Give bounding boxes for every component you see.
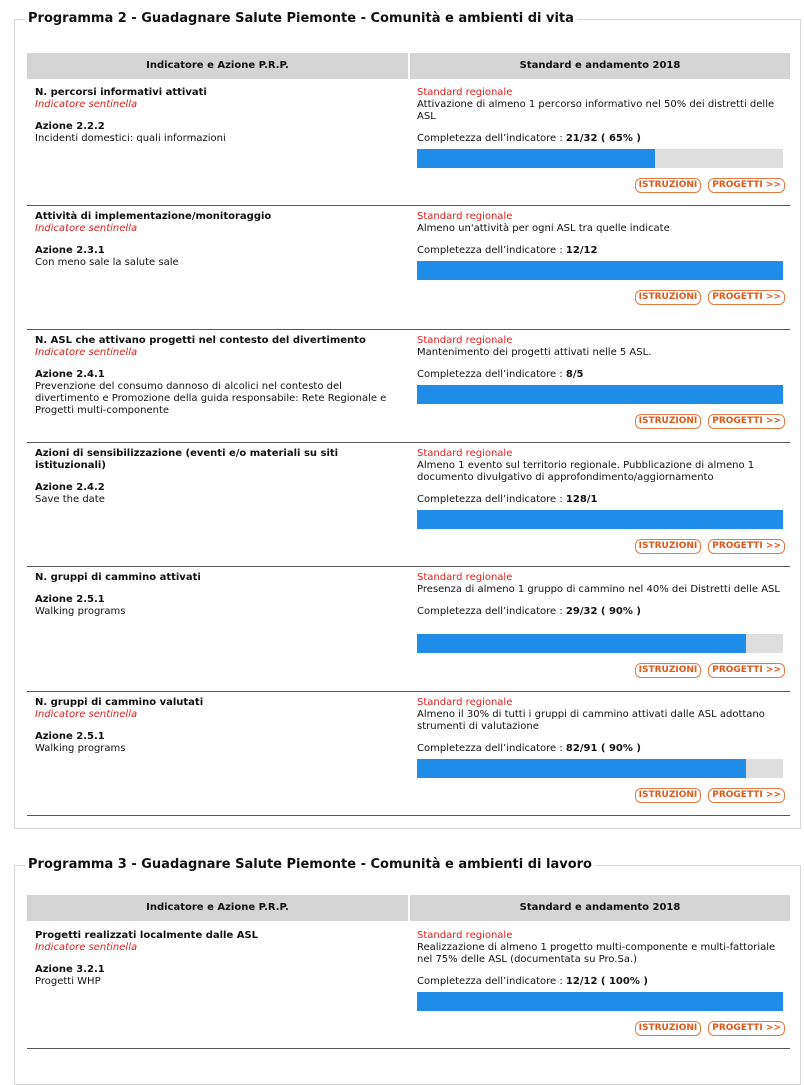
table-row <box>27 81 790 206</box>
progress-bar <box>417 634 783 653</box>
progress-bar-fill <box>417 510 783 529</box>
progetti-button[interactable]: PROGETTI >> <box>708 788 785 803</box>
istruzioni-button[interactable]: ISTRUZIONI <box>635 1021 702 1036</box>
program-panel <box>14 857 801 1085</box>
progress-bar-fill <box>417 759 746 778</box>
indicator-table <box>27 53 790 800</box>
progress-bar-fill <box>417 992 783 1011</box>
standard-cell <box>417 697 787 755</box>
table-row <box>27 205 790 330</box>
standard-text: Mantenimento dei progetti attivati nelle 5 ASL. <box>417 347 652 358</box>
indicator-title: N. gruppi di cammino attivati <box>35 572 201 583</box>
istruzioni-button[interactable]: ISTRUZIONI <box>635 178 702 193</box>
standard-text: Attivazione di almeno 1 percorso informativo nel 50% dei distretti delle ASL <box>417 99 775 122</box>
completeness-label: Completezza dell’indicatore : <box>417 133 563 144</box>
completeness-label: Completezza dell’indicatore : <box>417 245 563 256</box>
standard-label: Standard regionale <box>417 335 513 346</box>
progress-bar-fill <box>417 149 655 168</box>
azione-description: Incidenti domestici: quali informazioni <box>35 133 226 144</box>
indicator-title: Azioni di sensibilizzazione (eventi e/o materiali su siti istituzionali) <box>35 448 339 471</box>
completeness-label: Completezza dell’indicatore : <box>417 494 563 505</box>
completeness-text <box>417 494 787 506</box>
table-header <box>27 53 790 79</box>
sentinel-label: Indicatore sentinella <box>35 99 138 110</box>
progetti-button[interactable]: PROGETTI >> <box>708 1021 785 1036</box>
istruzioni-button[interactable]: ISTRUZIONI <box>635 663 702 678</box>
azione-title: Azione 2.3.1 <box>35 245 105 256</box>
indicator-cell <box>35 87 400 145</box>
standard-text: Almeno il 30% di tutti i gruppi di cammino attivati dalle ASL adottano strumenti di valutazione <box>417 709 765 732</box>
azione-title: Azione 2.5.1 <box>35 731 105 742</box>
progetti-button[interactable]: PROGETTI >> <box>708 539 785 554</box>
azione-title: Azione 2.4.1 <box>35 369 105 380</box>
action-buttons <box>628 788 785 803</box>
completeness-value: 21/32 ( 65% ) <box>565 133 641 144</box>
standard-cell <box>417 572 787 618</box>
completeness-text <box>417 743 787 755</box>
progress-bar <box>417 385 783 404</box>
azione-description: Prevenzione del consumo dannoso di alcolici nel contesto del divertimento e Promozione della guida responsabile: Rete Regionale e Progetti multi-componente <box>35 381 387 416</box>
sentinel-label: Indicatore sentinella <box>35 942 138 953</box>
completeness-value: 29/32 ( 90% ) <box>565 606 641 617</box>
table-header <box>27 895 790 921</box>
istruzioni-button[interactable]: ISTRUZIONI <box>635 414 702 429</box>
progress-bar <box>417 992 783 1011</box>
azione-description: Progetti WHP <box>35 976 101 987</box>
progress-bar-fill <box>417 385 783 404</box>
standard-label: Standard regionale <box>417 697 513 708</box>
sentinel-label: Indicatore sentinella <box>35 223 138 234</box>
indicator-title: N. percorsi informativi attivati <box>35 87 207 98</box>
progetti-button[interactable]: PROGETTI >> <box>708 414 785 429</box>
progress-bar-fill <box>417 634 746 653</box>
standard-cell <box>417 335 787 381</box>
standard-cell <box>417 448 787 506</box>
completeness-value: 12/12 <box>565 245 598 256</box>
progress-bar-fill <box>417 261 783 280</box>
azione-title: Azione 3.2.1 <box>35 964 105 975</box>
completeness-value: 128/1 <box>565 494 598 505</box>
progress-bar <box>417 149 783 168</box>
azione-title: Azione 2.2.2 <box>35 121 105 132</box>
completeness-value: 82/91 ( 90% ) <box>565 743 641 754</box>
indicator-title: Progetti realizzati localmente dalle ASL <box>35 930 259 941</box>
completeness-text <box>417 369 787 381</box>
program-title: Programma 3 - Guadagnare Salute Piemonte - Comunità e ambienti di lavoro <box>25 856 595 874</box>
standard-text: Almeno un'attività per ogni ASL tra quelle indicate <box>417 223 670 234</box>
completeness-label: Completezza dell’indicatore : <box>417 369 563 380</box>
header-standard: Standard e andamento 2018 <box>410 895 790 921</box>
indicator-cell <box>35 697 400 755</box>
action-buttons <box>628 539 785 554</box>
indicator-title: Attività di implementazione/monitoraggio <box>35 211 272 222</box>
azione-description: Save the date <box>35 494 105 505</box>
sentinel-label: Indicatore sentinella <box>35 709 138 720</box>
istruzioni-button[interactable]: ISTRUZIONI <box>635 788 702 803</box>
indicator-table <box>27 895 790 1033</box>
azione-description: Con meno sale la salute sale <box>35 257 179 268</box>
indicator-cell <box>35 572 400 618</box>
progetti-button[interactable]: PROGETTI >> <box>708 290 785 305</box>
progress-bar <box>417 510 783 529</box>
standard-label: Standard regionale <box>417 211 513 222</box>
table-row <box>27 691 790 816</box>
completeness-text <box>417 606 787 618</box>
standard-label: Standard regionale <box>417 572 513 583</box>
header-standard: Standard e andamento 2018 <box>410 53 790 79</box>
program-title: Programma 2 - Guadagnare Salute Piemonte - Comunità e ambienti di vita <box>25 10 577 28</box>
completeness-value: 12/12 ( 100% ) <box>565 976 648 987</box>
azione-description: Walking programs <box>35 606 126 617</box>
standard-cell <box>417 211 787 257</box>
indicator-title: N. gruppi di cammino valutati <box>35 697 204 708</box>
action-buttons <box>628 290 785 305</box>
indicator-cell <box>35 211 400 269</box>
azione-title: Azione 2.5.1 <box>35 594 105 605</box>
istruzioni-button[interactable]: ISTRUZIONI <box>635 539 702 554</box>
standard-label: Standard regionale <box>417 87 513 98</box>
program-panel <box>14 11 801 829</box>
standard-cell <box>417 930 787 988</box>
azione-title: Azione 2.4.2 <box>35 482 105 493</box>
indicator-title: N. ASL che attivano progetti nel contesto del divertimento <box>35 335 366 346</box>
action-buttons <box>628 663 785 678</box>
table-row <box>27 329 790 443</box>
table-row <box>27 924 790 1049</box>
standard-label: Standard regionale <box>417 930 513 941</box>
progress-bar <box>417 261 783 280</box>
header-indicator: Indicatore e Azione P.R.P. <box>27 895 408 921</box>
table-row <box>27 442 790 567</box>
standard-label: Standard regionale <box>417 448 513 459</box>
header-indicator: Indicatore e Azione P.R.P. <box>27 53 408 79</box>
standard-text: Presenza di almeno 1 gruppo di cammino nel 40% dei Distretti delle ASL <box>417 584 780 595</box>
action-buttons <box>628 178 785 193</box>
progetti-button[interactable]: PROGETTI >> <box>708 178 785 193</box>
completeness-label: Completezza dell’indicatore : <box>417 606 563 617</box>
progress-bar <box>417 759 783 778</box>
completeness-value: 8/5 <box>565 369 584 380</box>
progetti-button[interactable]: PROGETTI >> <box>708 663 785 678</box>
istruzioni-button[interactable]: ISTRUZIONI <box>635 290 702 305</box>
standard-cell <box>417 87 787 145</box>
completeness-text <box>417 976 787 988</box>
standard-text: Almeno 1 evento sul territorio regionale. Pubblicazione di almeno 1 documento divulgativo di approfondimento/aggiornamento <box>417 460 755 483</box>
table-row <box>27 566 790 692</box>
indicator-cell <box>35 335 400 417</box>
azione-description: Walking programs <box>35 743 126 754</box>
standard-text: Realizzazione di almeno 1 progetto multi-componente e multi-fattoriale nel 75% delle ASL (documentata su Pro.Sa.) <box>417 942 776 965</box>
indicator-cell <box>35 448 400 506</box>
completeness-label: Completezza dell’indicatore : <box>417 976 563 987</box>
action-buttons <box>628 414 785 429</box>
completeness-label: Completezza dell’indicatore : <box>417 743 563 754</box>
action-buttons <box>628 1021 785 1036</box>
completeness-text <box>417 133 787 145</box>
sentinel-label: Indicatore sentinella <box>35 347 138 358</box>
indicator-cell <box>35 930 400 988</box>
completeness-text <box>417 245 787 257</box>
